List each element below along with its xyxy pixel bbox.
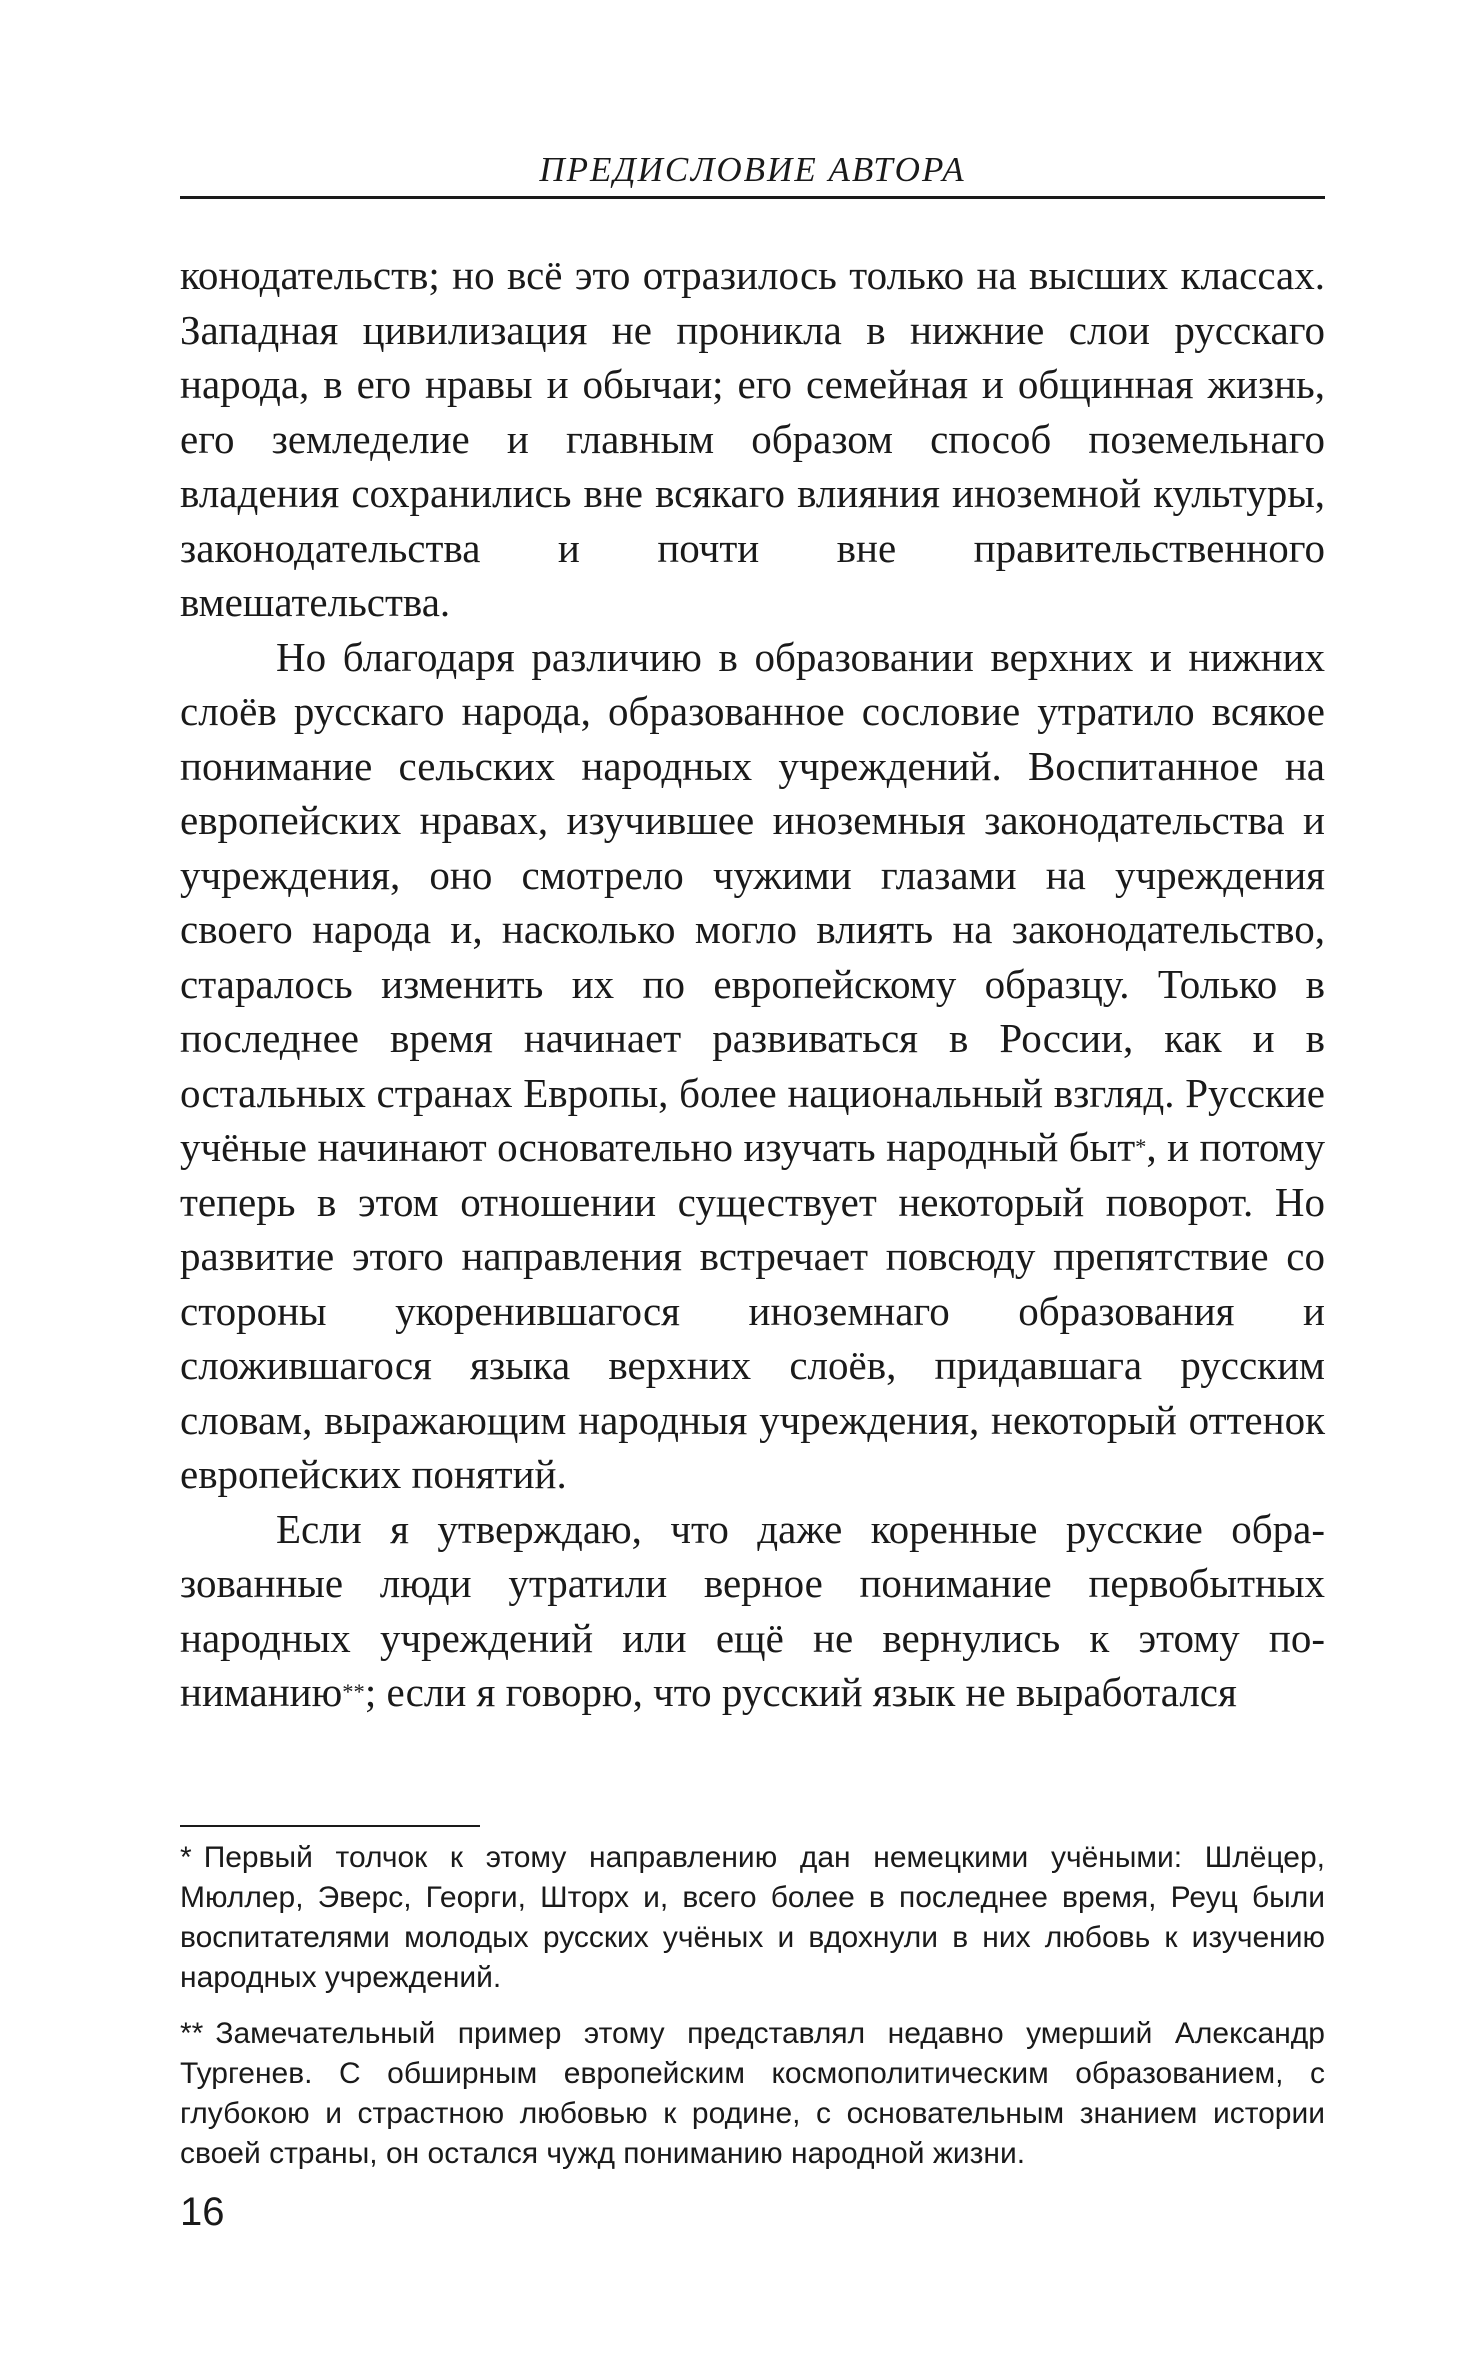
footnote-1-text: Первый толчок к этому направлению дан немецкими учёными: Шлёцер, Мюллер, Эверс, Георги, Шторх и, всего более в последнее время, Реуц были воспитателями молодых русских учёных и вдохнули в них любовь к изучению народных учреждений.	[180, 1841, 1325, 1994]
running-header: ПРЕДИСЛОВИЕ АВТОРА	[539, 150, 966, 189]
paragraph-3	[180, 1502, 1325, 1720]
footnote-2-text: Замечательный пример этому представлял недавно умерший Александр Тургенев. С обширным европейским космополитическим образованием, с глубокою и страстною любовью к родине, с основательным знанием истории своей страны, он остался чужд пониманию народной жизни.	[180, 2017, 1325, 2170]
page-number: 16	[180, 2190, 225, 2234]
paragraph-3-part-b: ; если я говорю, что русский язык не выработался	[364, 1669, 1237, 1715]
header-rule	[180, 196, 1325, 199]
footnote-ref-1: *	[1135, 1134, 1147, 1160]
paragraph-2	[180, 630, 1325, 1502]
footnote-2-mark: **	[180, 2017, 204, 2050]
footnote-rule	[180, 1825, 480, 1827]
footnote-1	[180, 1838, 1325, 1998]
paragraph-3-part-a: Если я утверждаю, что даже коренные русские образованные люди утратили верное понимание первобытных народных учреждений или ещё не вернулись к этому пониманию	[180, 1505, 1325, 1715]
paragraph-2-part-b: , и потому теперь в этом отношении существует некоторый поворот. Но развитие этого направления встречает повсюду препятствие со стороны укоренившагося иноземнаго образования и сложившагося языка верхних слоёв, придавшага русским словам, выражающим народныя учреждения, некоторый оттенок европейских понятий.	[180, 1124, 1326, 1497]
main-text	[180, 248, 1325, 1720]
footnote-1-mark: *	[180, 1841, 192, 1874]
footnotes	[180, 1838, 1325, 2190]
paragraph-2-part-a: Но благодаря различию в образовании верхних и нижних слоёв русскаго народа, образованное сословие утратило всякое понимание сельских народных учреждений. Воспитанное на европейских нравах, изучившее иноземныя законодательства и учреждения, оно смотрело чужими глазами на учреждения своего народа и, насколько могло влиять на законодательство, старалось изменить их по европейскому образцу. Только в последнее время начинает развиваться в России, как и в остальных странах Европы, более национальный взгляд. Русские учёные начинают основательно изучать народный быт	[180, 633, 1325, 1170]
footnote-2	[180, 2014, 1325, 2174]
paragraph-1: конодательств; но всё это отразилось только на высших классах. Западная цивилизация не проникла в нижние слои русскаго народа, в его нравы и обычаи; его семейная и общинная жизнь, его земледелие и главным образом способ поземельнаго владения сохранились вне всякаго влияния иноземной культуры, законодательства и почти вне правительственного вмешательства.	[180, 252, 1325, 625]
footnote-ref-2: **	[342, 1679, 365, 1705]
